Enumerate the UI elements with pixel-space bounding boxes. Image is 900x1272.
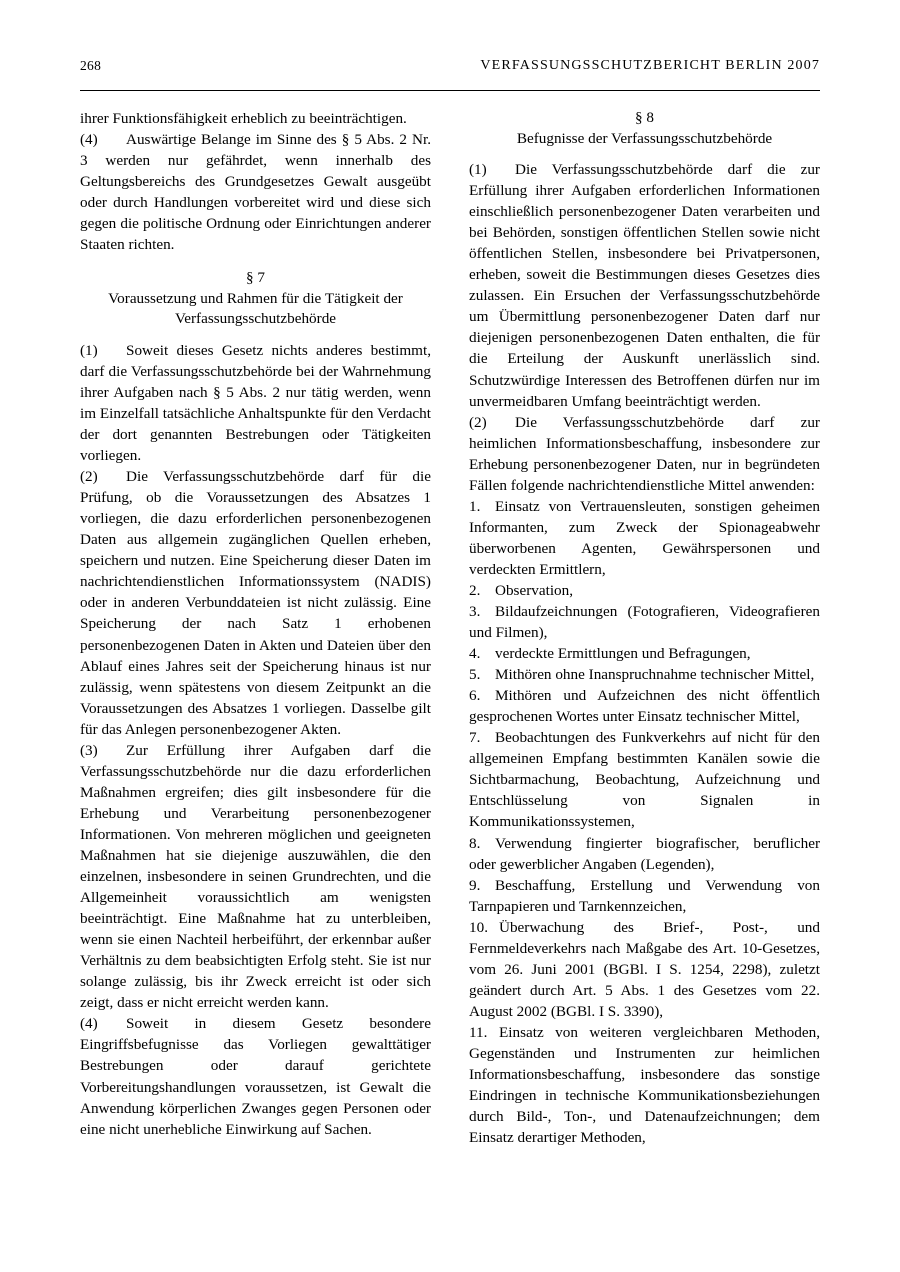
right-column — [469, 108, 820, 1198]
list-item — [469, 875, 820, 917]
list-item-number: 9. — [469, 876, 481, 894]
section-7-heading — [80, 268, 431, 330]
list-item — [469, 580, 820, 601]
section-7-paragraph-4 — [80, 1013, 431, 1139]
left-column — [80, 108, 431, 1198]
list-item-text: Einsatz von Vertrauensleuten, sonstigen geheimen Informanten, zum Zweck der Spionageabwehr überworbenen Agenten, Gewährspersonen und verdeckten Ermittlern, — [469, 497, 820, 578]
list-item-number: 6. — [469, 687, 481, 705]
list-item-text: Überwachung des Brief-, Post-, und Fernmeldeverkehrs nach Maßgabe des Art. 10-Gesetzes, vom 26. Juni 2001 (BGBl. I S. 1254, 2298), zuletzt geändert durch Art. 5 Abs. 1 des Gesetzes vom 22. August 2002 (BGBl. I S. 3390), — [469, 918, 820, 1020]
list-item — [469, 643, 820, 664]
list-item-number: 2. — [469, 581, 481, 599]
list-item-text: Einsatz von weiteren vergleichbaren Methoden, Gegenständen und Instrumenten zur heimlichen Informationsbeschaffung, insbesondere das sonstige Eindringen in technische Kommunikationsbeziehungen durch Bild-, Ton-, und Datenaufzeichnungen; dem Einsatz derartiger Methoden, — [469, 1023, 820, 1147]
section-7-paragraph-1 — [80, 340, 431, 466]
paragraph-number: (4) — [80, 1015, 98, 1033]
list-item-number: 1. — [469, 497, 481, 515]
paragraph-text: Die Verfassungsschutzbehörde darf die zur Erfüllung ihrer Aufgaben erforderlichen Informationen einschließlich personenbezogener Daten verarbeiten und bei Behörden, sonstigen öffentlichen Stellen sowie nicht öffentlichen Stellen, insbesondere bei Privatpersonen, erheben, soweit die Bestimmungen dieses Gesetzes dies zulassen. Ein Ersuchen der Verfassungsschutzbehörde um Übermittlung personenbezogener Daten darf nur diejenigen personenbezogenen Daten enthalten, die für die Erteilung der Auskunft unerlässlich sind. Schutzwürdige Interessen des Betroffenen dürfen nur im unvermeidbaren Umfang beeinträchtigt werden. — [469, 161, 820, 410]
list-item-number: 7. — [469, 729, 481, 747]
list-item-number: 4. — [469, 645, 481, 663]
paragraph-text: Soweit dieses Gesetz nichts anderes bestimmt, darf die Verfassungsschutzbehörde bei der Wahrnehmung ihrer Aufgaben nach § 5 Abs. 2 nur tätig werden, wenn im Einzelfall tatsächliche Anhaltspunkte für den Verdacht der dort genannten Bestrebungen oder Tätigkeiten vorliegen. — [80, 341, 431, 465]
list-item — [469, 601, 820, 643]
page-number: 268 — [80, 58, 102, 73]
running-head-title: VERFASSUNGSSCHUTZBERICHT BERLIN 2007 — [480, 58, 820, 73]
running-head — [80, 58, 820, 84]
paragraph-number: (1) — [469, 161, 487, 179]
paragraph-text: Auswärtige Belange im Sinne des § 5 Abs. 2 Nr. 3 werden nur gefährdet, wenn innerhalb des Geltungsbereichs des Grundgesetzes Gewalt ausgeübt oder durch Handlungen vorbereitet wird und diese sich gegen die politische Ordnung oder Einrichtungen anderer Staaten richten. — [80, 131, 431, 254]
list-item-number: 11. — [469, 1023, 488, 1041]
list-item — [469, 833, 820, 875]
list-item-number: 3. — [469, 603, 481, 621]
section-8-title: Befugnisse der Verfassungsschutzbehörde — [516, 129, 773, 147]
section-8-paragraph-1 — [469, 159, 820, 412]
list-item — [469, 727, 820, 832]
list-item-number: 5. — [469, 666, 481, 684]
paragraph-number: (4) — [80, 131, 98, 149]
list-item — [469, 685, 820, 727]
list-item-text: Observation, — [495, 581, 574, 599]
paragraph-text: Soweit in diesem Gesetz besondere Eingriffsbefugnisse das Vorliegen gewalttätiger Bestrebungen oder darauf gerichtete Vorbereitungshandlungen voraussetzen, ist Gewalt die Anwendung körperlichen Zwanges gegen Personen oder eine nicht unerhebliche Einwirkung auf Sachen. — [80, 1015, 431, 1138]
paragraph-number: (2) — [469, 413, 487, 431]
list-item-text: Verwendung fingierter biografischer, beruflicher oder gewerblicher Angaben (Legenden), — [469, 834, 820, 873]
section-7-paragraph-2 — [80, 466, 431, 740]
paragraph-text: Zur Erfüllung ihrer Aufgaben darf die Verfassungsschutzbehörde nur die dazu erforderlichen Maßnahmen ergreifen; dies gilt insbesondere für die Erhebung und Verarbeitung personenbezogener Informationen. Von mehreren möglichen und geeigneten Maßnahmen hat sie diejenige auszuwählen, die den einzelnen, insbesondere in seinen Grundrechten, und die Allgemeinheit voraussichtlich am wenigsten beeinträchtigt. Eine Maßnahme hat zu unterbleiben, wenn sie einen Nachteil herbeiführt, der erkennbar außer Verhältnis zu dem beabsichtigten Erfolg steht. Sie ist nur solange zulässig, bis ihr Zweck erreicht ist oder sich zeigt, dass er nicht erreicht werden kann. — [80, 741, 431, 1012]
paragraph-text: Die Verfassungsschutzbehörde darf für die Prüfung, ob die Voraussetzungen des Absatzes 1 vorliegen, die dazu erforderlichen personenbezogenen Daten aus allgemein zugänglichen Quellen erheben, speichern und nutzen. Eine Speicherung dieser Daten im nachrichtendienstlichen Informationssystem (NADIS) oder in anderen Verbunddateien ist nicht zulässig. Eine Speicherung der nach Satz 1 erhobenen personenbezogenen Daten in Akten und Dateien über den Ablauf eines Jahres seit der Speicherung hinaus ist nur zulässig, wenn spätestens von diesem Zeitpunkt an die Voraussetzungen des Absatzes 1 vorliegen. Dasselbe gilt für das Anlegen personenbezogener Akten. — [80, 468, 431, 738]
list-item-number: 8. — [469, 834, 481, 852]
paragraph-continuation: ihrer Funktionsfähigkeit erheblich zu beeinträchtigen. — [80, 110, 407, 127]
section-8-paragraph-2 — [469, 412, 820, 496]
section-8-heading — [469, 108, 820, 149]
list-item — [469, 1022, 820, 1148]
paragraph-text: Die Verfassungsschutzbehörde darf zur heimlichen Informationsbeschaffung, insbesondere zur Erhebung personenbezogener Daten, nur in begründeten Fällen folgende nachrichtendienstliche Mittel anwenden: — [469, 413, 820, 494]
section-7-title: Voraussetzung und Rahmen für die Tätigkeit der Verfassungsschutzbehörde — [108, 289, 403, 328]
list-item — [469, 664, 820, 685]
list-item — [469, 496, 820, 580]
list-item-text: Beobachtungen des Funkverkehrs auf nicht für den allgemeinen Empfang bestimmten Kanälen sowie die Sichtbarmachung, Beobachtung, Aufzeichnung und Entschlüsselung von Signalen in Kommunikationssystemen, — [469, 729, 820, 831]
list-item-text: Bildaufzeichnungen (Fotografieren, Videografieren und Filmen), — [469, 603, 820, 642]
list-item-text: Mithören und Aufzeichnen des nicht öffentlich gesprochenen Wortes unter Einsatz technischer Mittel, — [469, 687, 820, 726]
list-item-text: Beschaffung, Erstellung und Verwendung von Tarnpapieren und Tarnkennzeichen, — [469, 876, 820, 915]
list-item-text: Mithören ohne Inanspruchnahme technischer Mittel, — [495, 666, 815, 684]
section-7-number: § 7 — [246, 269, 265, 287]
list-item — [469, 917, 820, 1022]
paragraph-number: (3) — [80, 741, 98, 759]
section-8-number: § 8 — [635, 109, 654, 126]
paragraph-4-prev-section — [80, 129, 431, 255]
list-item-text: verdeckte Ermittlungen und Befragungen, — [495, 645, 751, 663]
list-item-number: 10. — [469, 918, 488, 936]
paragraph-number: (1) — [80, 341, 98, 359]
two-column-body — [80, 108, 820, 1198]
section-7-paragraph-3 — [80, 740, 431, 1014]
paragraph-number: (2) — [80, 468, 98, 486]
header-rule — [80, 90, 820, 91]
